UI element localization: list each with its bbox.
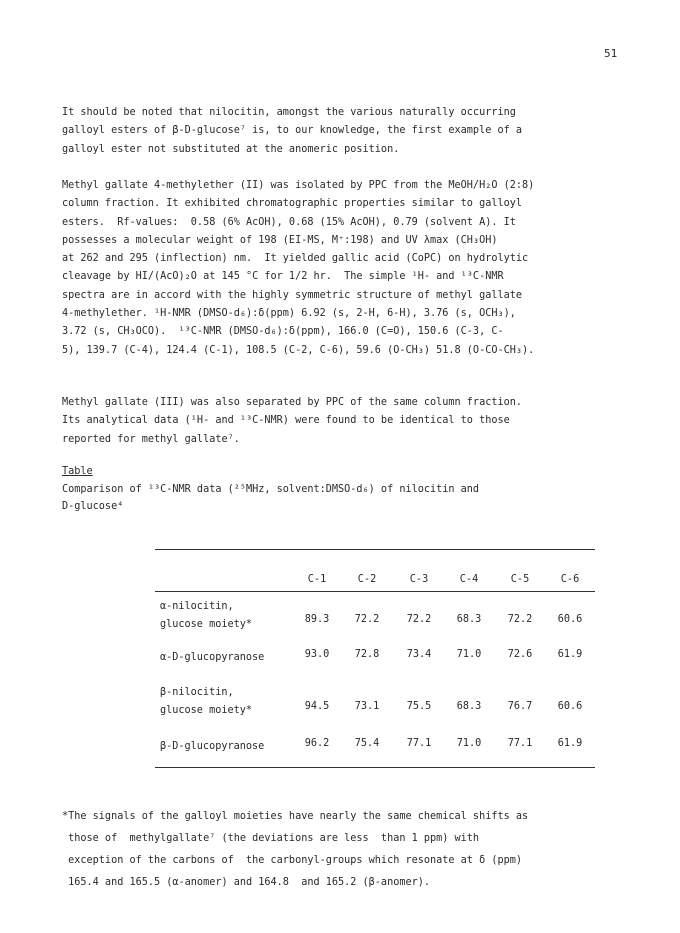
table-cell: 72.6 [507,649,533,660]
table-cell: 94.5 [304,701,330,712]
row-label: β-D-glucopyranose [160,741,265,752]
column-header: C-5 [510,574,530,585]
table-cell: 75.4 [354,738,380,749]
table-rule-header [155,591,595,592]
table-cell: 60.6 [557,701,583,712]
table-cell: 61.9 [557,649,583,660]
table-cell: 60.6 [557,614,583,625]
column-header: C-1 [307,574,327,585]
column-header: C-6 [560,574,580,585]
paragraph-nilocitin-note: It should be noted that nilocitin, amongst the various naturally occurring galloyl esters of β-D-glucose⁷ is, to our knowledge, the first example of a galloyl ester not substituted at the anomeric position. [62,107,523,155]
table-cell: 68.3 [456,614,482,625]
row-label: α-D-glucopyranose [160,652,265,663]
table-caption: Comparison of ¹³C-NMR data (²⁵MHz, solvent:DMSO-d₆) of nilocitin and D-glucose⁴ [62,484,480,512]
table-cell: 72.2 [354,614,380,625]
page-number: 51 [604,47,618,60]
table-cell: 71.0 [456,738,482,749]
table-cell: 73.1 [354,701,380,712]
table-cell: 96.2 [304,738,330,749]
table-cell: 89.3 [304,614,330,625]
table-cell: 75.5 [406,701,432,712]
table-cell: 76.7 [507,701,533,712]
column-header: C-4 [459,574,479,585]
table-cell: 72.2 [507,614,533,625]
table-cell: 72.8 [354,649,380,660]
paragraph-methyl-gallate: Methyl gallate (III) was also separated by PPC of the same column fraction. Its analytical data (¹H- and ¹³C-NMR) were found to be identical to those reported for methyl gallate⁷. [62,397,523,445]
table-cell: 61.9 [557,738,583,749]
row-label: α-nilocitin, glucose moiety* [160,601,253,630]
table-cell: 77.1 [507,738,533,749]
table-label: Table [62,466,93,477]
table-footnote: *The signals of the galloyl moieties have nearly the same chemical shifts as those of methylgallate⁷ (the deviations are less than 1 ppm) with exception of the carbons of the carbonyl-groups which resonate at δ (ppm) 165.4 and 165.5 (α-anomer) and 164.8 and 165.2 (β-anomer). [62,811,529,888]
column-header: C-3 [409,574,429,585]
column-header: C-2 [357,574,377,585]
table-cell: 73.4 [406,649,432,660]
table-rule-top [155,549,595,550]
paragraph-methyl-gallate-methylether: Methyl gallate 4-methylether (II) was isolated by PPC from the MeOH/H₂O (2:8) column fraction. It exhibited chromatographic properties similar to galloyl esters. Rf-values: 0.58 (6% AcOH), 0.68 (15% AcOH), 0.79 (solvent A). It possesses a molecular weight of 198 (EI-MS, M⁺:198) and UV λmax (CH₃OH) at 262 and 295 (inflection) nm. It yielded gallic acid (CoPC) on hydrolytic cleavage by HI/(AcO)₂O at 145 °C for 1/2 hr. The simple ¹H- and ¹³C-NMR spectra are in accord with the highly symmetric structure of methyl gallate 4-methylether. ¹H-NMR (DMSO-d₆):δ(ppm) 6.92 (s, 2-H, 6-H), 3.76 (s, OCH₃), 3.72 (s, CH₃OCO). ¹³C-NMR (DMSO-d₆):δ(ppm), 166.0 (C=O), 150.6 (C-3, C- 5), 139.7 (C-4), 124.4 (C-1), 108.5 (C-2, C-6), 59.6 (O-CH₃) 51.8 (O-CO-CH₃). [62,180,535,356]
table-cell: 72.2 [406,614,432,625]
table-cell: 93.0 [304,649,330,660]
table-cell: 68.3 [456,701,482,712]
table-rule-bottom [155,767,595,768]
row-label: β-nilocitin, glucose moiety* [160,687,253,716]
table-cell: 71.0 [456,649,482,660]
table-cell: 77.1 [406,738,432,749]
